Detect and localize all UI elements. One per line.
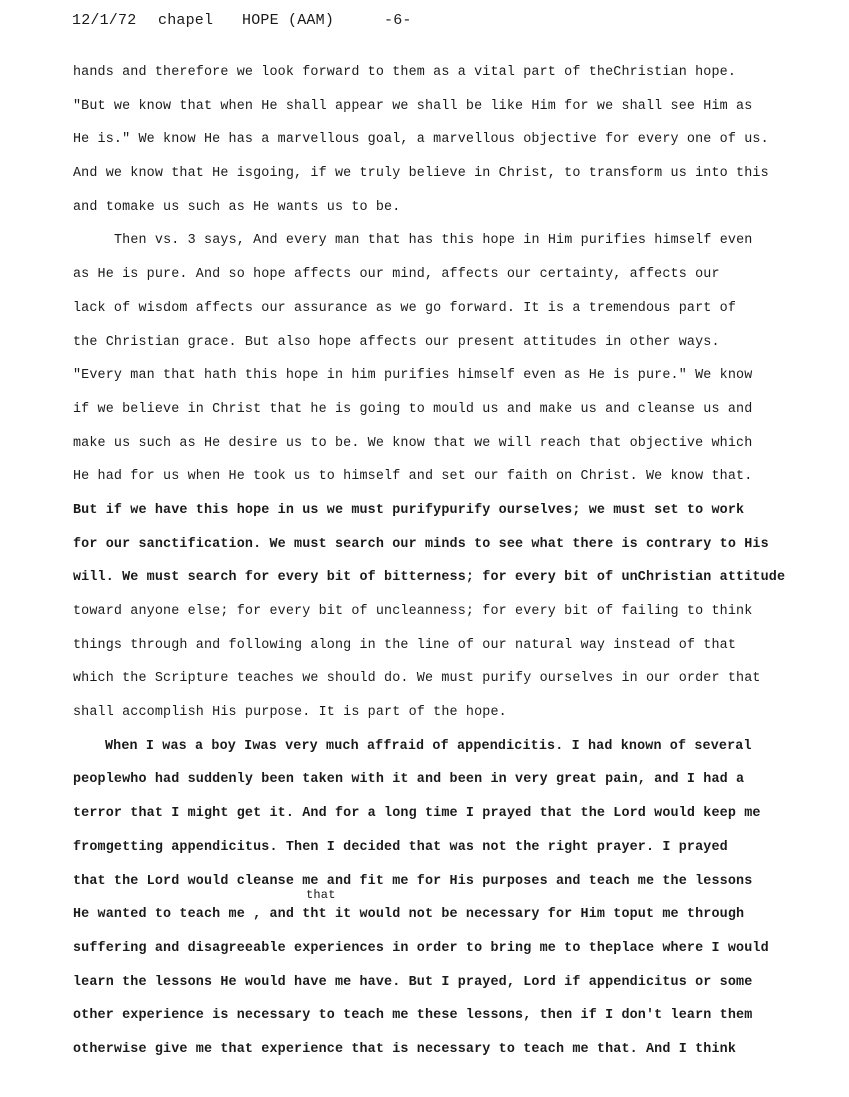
text-line: When I was a boy Iwas very much affraid of appendicitis. I had known of several bbox=[105, 738, 752, 754]
text-line: terror that I might get it. And for a long time I prayed that the Lord would keep me bbox=[73, 806, 761, 822]
document-body bbox=[73, 62, 813, 1073]
page-header bbox=[72, 12, 412, 29]
text-line: "Every man that hath this hope in him purifies himself even as He is pure." We know bbox=[73, 368, 753, 384]
text-line: hands and therefore we look forward to them as a vital part of theChristian hope. bbox=[73, 65, 737, 80]
handwritten-insertion: that bbox=[306, 888, 336, 902]
text-line: "But we know that when He shall appear we shall be like Him for we shall see Him as bbox=[73, 98, 753, 114]
header-location: chapel bbox=[158, 12, 214, 29]
text-line: He wanted to teach me , and tht it would not be necessary for Him toput me through bbox=[73, 907, 745, 923]
text-line: that the Lord would cleanse me and fit me for His purposes and teach me the lessons bbox=[73, 873, 753, 889]
text-line: make us such as He desire us to be. We know that we will reach that objective which bbox=[73, 435, 753, 451]
text-line: toward anyone else; for every bit of uncleanness; for every bit of failing to think bbox=[73, 604, 753, 619]
header-page-number: -6- bbox=[384, 12, 412, 29]
text-line: fromgetting appendicitus. Then I decided that was not the right prayer. I prayed bbox=[73, 839, 728, 855]
text-line: suffering and disagreeable experiences in order to bring me to theplace where I would bbox=[73, 940, 769, 956]
text-line: for our sanctification. We must search our minds to see what there is contrary to His bbox=[73, 536, 769, 552]
text-line: which the Scripture teaches we should do. We must purify ourselves in our order that bbox=[73, 671, 761, 687]
text-line: the Christian grace. But also hope affects our present attitudes in other ways. bbox=[73, 334, 720, 350]
text-line: shall accomplish His purpose. It is part of the hope. bbox=[73, 705, 507, 721]
text-line: He is." We know He has a marvellous goal, a marvellous objective for every one of us. bbox=[73, 132, 769, 148]
text-line: He had for us when He took us to himself and set our faith on Christ. We know that. bbox=[73, 469, 753, 485]
text-line: learn the lessons He would have me have. But I prayed, Lord if appendicitus or some bbox=[73, 974, 753, 990]
header-date: 12/1/72 bbox=[72, 12, 137, 29]
text-line: And we know that He isgoing, if we truly believe in Christ, to transform us into this bbox=[73, 166, 769, 182]
text-line: lack of wisdom affects our assurance as we go forward. It is a tremendous part of bbox=[73, 300, 737, 316]
text-line: But if we have this hope in us we must purifypurify ourselves; we must set to work bbox=[73, 502, 745, 518]
text-line: if we believe in Christ that he is going to mould us and make us and cleanse us and bbox=[73, 401, 753, 417]
text-line: peoplewho had suddenly been taken with it and been in very great pain, and I had a bbox=[73, 772, 745, 788]
text-line: and tomake us such as He wants us to be. bbox=[73, 199, 401, 215]
text-line: Then vs. 3 says, And every man that has this hope in Him purifies himself even bbox=[114, 233, 753, 249]
text-line: otherwise give me that experience that is necessary to teach me that. And I think bbox=[73, 1041, 737, 1057]
text-line: things through and following along in the line of our natural way instead of that bbox=[73, 637, 737, 653]
text-line: will. We must search for every bit of bitterness; for every bit of unChristian attitude bbox=[73, 570, 786, 586]
text-line: as He is pure. And so hope affects our mind, affects our certainty, affects our bbox=[73, 267, 720, 283]
header-title: HOPE (AAM) bbox=[242, 12, 335, 29]
text-line: other experience is necessary to teach me these lessons, then if I don't learn them bbox=[73, 1008, 753, 1024]
